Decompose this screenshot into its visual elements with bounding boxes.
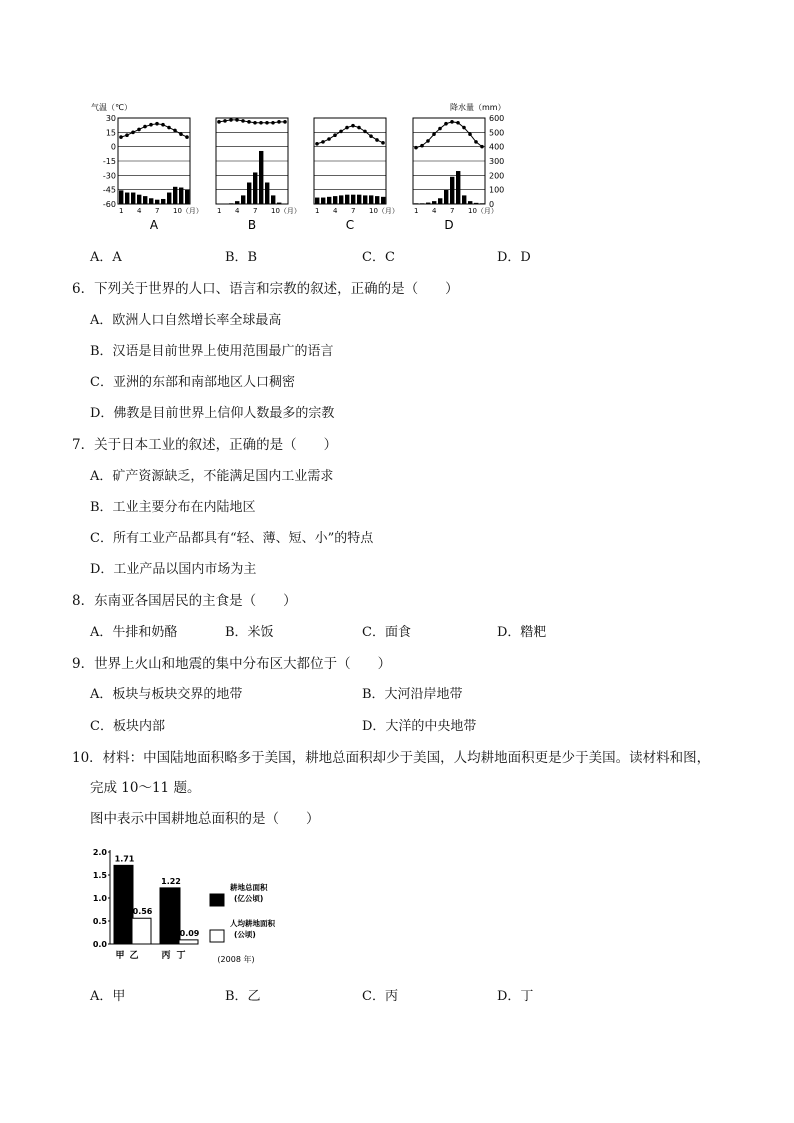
temperature-point — [426, 139, 430, 143]
precip-bar — [265, 183, 269, 205]
q6-option-b[interactable]: B．汉语是目前世界上使用范围最广的语言 — [90, 344, 334, 359]
precip-bar — [381, 197, 385, 204]
bar-chart-legend — [210, 882, 275, 942]
legend-swatch — [210, 894, 224, 906]
temperature-point — [223, 119, 227, 123]
q7-option-b[interactable]: B．工业主要分布在内陆地区 — [90, 500, 256, 515]
q7-option-c[interactable]: C．所有工业产品都具有“轻、薄、短、小”的特点 — [90, 531, 374, 546]
temperature-point — [375, 138, 379, 142]
temperature-point — [247, 120, 251, 124]
legend-unit: (公顷) — [234, 930, 256, 939]
month-tick-label: 1 — [315, 207, 320, 215]
precip-bar — [438, 198, 442, 204]
temperature-point — [283, 120, 287, 124]
precip-bar — [259, 151, 263, 204]
temperature-point — [414, 146, 418, 150]
precip-tick-label: 600 — [489, 114, 505, 123]
q9-option-c[interactable]: C．板块内部 — [90, 719, 165, 734]
temperature-point — [179, 132, 183, 136]
q7-stem: 7．关于日本工业的叙述，正确的是（ ） — [72, 437, 338, 453]
temperature-line — [219, 120, 285, 123]
precip-bar — [315, 198, 319, 204]
temperature-line — [121, 124, 187, 137]
precip-bar — [345, 195, 349, 204]
precip-bar — [167, 193, 171, 204]
climate-panel-a — [118, 118, 203, 232]
temp-tick-label: -30 — [102, 171, 116, 181]
temperature-point — [450, 120, 454, 124]
precip-bar — [149, 198, 153, 204]
precip-bar — [179, 188, 183, 204]
q6-option-c[interactable]: C．亚洲的东部和南部地区人口稠密 — [90, 375, 295, 390]
temperature-point — [438, 127, 442, 131]
month-tick-label: 4 — [333, 207, 338, 215]
temperature-point — [456, 121, 460, 125]
temperature-point — [259, 121, 263, 125]
precip-bar — [253, 172, 257, 204]
q7-option-a[interactable]: A．矿产资源缺乏，不能满足国内工业需求 — [90, 469, 334, 484]
precip-bar — [462, 195, 466, 204]
temperature-point — [155, 122, 159, 126]
temperature-point — [119, 135, 123, 139]
q7-option-d[interactable]: D．工业产品以国内市场为主 — [90, 562, 257, 577]
precip-bar — [468, 201, 472, 204]
month-tick-label: 4 — [432, 207, 437, 215]
precip-tick-label: 500 — [489, 128, 505, 138]
q5-option-c[interactable]: C．C — [362, 250, 395, 265]
precip-bar — [277, 203, 281, 204]
y-tick-label: 0.0 — [92, 940, 107, 949]
temperature-point — [265, 121, 269, 125]
y-tick-label: 1.0 — [92, 894, 107, 903]
precip-bar — [357, 195, 361, 204]
q9-option-d[interactable]: D．大洋的中央地带 — [362, 719, 477, 734]
temperature-point — [339, 130, 343, 134]
month-tick-label: 10（月） — [369, 207, 399, 215]
temperature-point — [277, 120, 281, 124]
temperature-point — [315, 142, 319, 146]
precip-bar — [143, 196, 147, 204]
precip-bar — [321, 198, 325, 204]
q10-option-c[interactable]: C．丙 — [362, 989, 398, 1004]
temperature-point — [363, 130, 367, 134]
precip-bar — [131, 193, 135, 204]
panel-label: C — [345, 218, 355, 232]
bar-category-label: 乙 — [129, 951, 139, 961]
q6-option-a[interactable]: A．欧洲人口自然增长率全球最高 — [90, 313, 282, 328]
precip-bar — [375, 196, 379, 204]
precip-bar — [369, 195, 373, 204]
precip-bar — [426, 203, 430, 204]
bar-category-label: 甲 — [115, 951, 125, 961]
temperature-point — [173, 129, 177, 133]
panel-label: B — [247, 218, 257, 232]
temperature-point — [241, 119, 245, 123]
precip-bar — [474, 203, 478, 204]
q5-option-b[interactable]: B．B — [225, 250, 258, 265]
precip-bar — [235, 201, 239, 204]
precip-bar — [480, 203, 484, 204]
precip-bar — [271, 195, 275, 204]
temperature-point — [381, 141, 385, 145]
bar-chart-note: (2008 年) — [217, 955, 255, 964]
temperature-point — [474, 140, 478, 144]
q6-option-d[interactable]: D．佛教是目前世界上信仰人数最多的宗教 — [90, 406, 335, 421]
precip-bar — [420, 203, 424, 204]
y-tick-label: 1.5 — [92, 871, 107, 880]
bar-丙 — [160, 888, 180, 944]
legend-unit: (亿公顷) — [234, 894, 264, 903]
temperature-ticks — [103, 114, 116, 209]
climate-panel-d — [413, 118, 498, 232]
farmland-bar-chart — [88, 842, 298, 970]
temperature-line — [317, 126, 383, 144]
precip-bar — [119, 190, 123, 204]
q8-option-a[interactable]: A．牛排和奶酪 — [90, 625, 178, 640]
temperature-point — [468, 132, 472, 136]
temperature-axis-label: 气温（℃） — [91, 103, 132, 112]
temperature-point — [480, 145, 484, 149]
precip-bar — [327, 197, 331, 204]
y-tick-label: 2.0 — [92, 848, 107, 857]
precip-bar — [351, 195, 355, 204]
month-tick-label: 7 — [450, 207, 455, 215]
bar-甲 — [114, 865, 133, 944]
temperature-point — [369, 134, 373, 138]
bar-data-label: 0.56 — [132, 907, 153, 917]
precipitation-ticks — [489, 114, 504, 209]
temperature-point — [229, 118, 233, 122]
temperature-point — [351, 124, 355, 128]
temperature-point — [235, 118, 239, 122]
temperature-point — [333, 133, 337, 137]
temp-tick-label: -15 — [102, 157, 116, 166]
legend-swatch — [210, 930, 224, 942]
temperature-point — [444, 122, 448, 126]
bar-category-label: 丙 — [161, 951, 171, 961]
temperature-point — [161, 123, 165, 127]
bar-chart-y-ticks — [93, 848, 110, 949]
month-tick-label: 7 — [253, 207, 258, 215]
precip-bar — [229, 203, 233, 204]
precip-tick-label: 200 — [489, 171, 505, 181]
temperature-point — [345, 126, 349, 130]
month-tick-label: 10（月） — [173, 207, 203, 215]
temperature-point — [321, 140, 325, 144]
q9-option-b[interactable]: B．大河沿岸地带 — [362, 687, 463, 702]
temperature-point — [253, 121, 257, 125]
temperature-point — [137, 128, 141, 132]
q10-stem-line2: 完成 10～11 题。 — [90, 780, 201, 796]
bar-category-label: 丁 — [176, 951, 186, 961]
temperature-point — [185, 135, 189, 139]
q10-sub-stem: 图中表示中国耕地总面积的是（ ） — [90, 811, 320, 827]
temperature-point — [420, 144, 424, 148]
precip-tick-label: 300 — [489, 157, 505, 166]
q8-option-b[interactable]: B．米饭 — [225, 625, 274, 640]
q9-stem: 9．世界上火山和地震的集中分布区大都位于（ ） — [72, 656, 392, 672]
q8-option-d[interactable]: D．糌粑 — [497, 625, 547, 640]
month-tick-label: 7 — [155, 207, 160, 215]
q10-option-a[interactable]: A．甲 — [90, 989, 126, 1004]
bar-data-label: 0.09 — [179, 928, 200, 938]
precip-bar — [185, 190, 189, 204]
temperature-point — [271, 121, 275, 125]
q10-option-d[interactable]: D．丁 — [497, 989, 534, 1004]
precip-bar — [456, 171, 460, 204]
month-tick-label: 1 — [217, 207, 222, 215]
precip-bar — [444, 190, 448, 204]
temperature-point — [357, 126, 361, 130]
bar-data-label: 1.22 — [161, 876, 181, 886]
month-tick-label: 10（月） — [271, 207, 301, 215]
q6-stem: 6．下列关于世界的人口、语言和宗教的叙述，正确的是（ ） — [72, 281, 459, 297]
precip-bar — [414, 203, 418, 204]
temperature-point — [432, 132, 436, 136]
precip-bar — [339, 195, 343, 204]
precip-tick-label: 0 — [489, 200, 495, 209]
temperature-line — [416, 122, 482, 148]
precip-tick-label: 100 — [489, 185, 505, 195]
q10-option-b[interactable]: B．乙 — [225, 989, 261, 1004]
month-tick-label: 4 — [235, 207, 240, 215]
temperature-point — [217, 120, 221, 124]
panel-label: D — [444, 218, 454, 232]
q10-stem-line1: 10．材料：中国陆地面积略多于美国，耕地总面积却少于美国，人均耕地面积更是少于美国。读材料和图， — [72, 750, 711, 766]
bar-丁 — [179, 940, 198, 944]
temperature-point — [143, 125, 147, 129]
climate-panel-b — [216, 118, 301, 232]
temp-tick-label: 0 — [110, 142, 116, 152]
temperature-point — [149, 123, 153, 127]
q5-option-d[interactable]: D．D — [497, 250, 531, 265]
precip-bar — [432, 201, 436, 204]
precip-bar — [363, 195, 367, 204]
climate-panel-c — [314, 118, 399, 232]
month-tick-label: 1 — [414, 207, 419, 215]
y-tick-label: 0.5 — [92, 917, 107, 926]
month-tick-label: 10（月） — [468, 207, 498, 215]
q5-option-a[interactable]: A．A — [90, 250, 122, 265]
precip-bar — [333, 196, 337, 204]
climate-panels — [118, 118, 498, 232]
temperature-point — [131, 131, 135, 135]
precipitation-axis-label: 降水量（mm） — [450, 103, 506, 112]
precip-bar — [155, 200, 159, 204]
q9-option-a[interactable]: A．板块与板块交界的地带 — [90, 687, 243, 702]
legend-label: 人均耕地面积 — [230, 919, 275, 928]
month-tick-label: 7 — [351, 207, 356, 215]
precip-bar — [137, 195, 141, 204]
temp-tick-label: -60 — [102, 200, 116, 209]
precip-bar — [125, 193, 129, 204]
temp-tick-label: 15 — [105, 128, 116, 138]
bar-chart-categories — [115, 949, 185, 961]
panel-label: A — [149, 218, 159, 232]
temperature-point — [167, 126, 171, 130]
precip-bar — [450, 177, 454, 204]
precip-bar — [241, 195, 245, 204]
legend-label: 耕地总面积 — [230, 883, 268, 892]
precip-tick-label: 400 — [489, 142, 505, 152]
month-tick-label: 4 — [137, 207, 142, 215]
temperature-point — [327, 137, 331, 141]
precip-bar — [247, 183, 251, 205]
climate-charts-figure — [88, 98, 528, 236]
temp-tick-label: -45 — [102, 185, 116, 195]
temperature-point — [462, 126, 466, 130]
temperature-point — [125, 133, 129, 137]
precip-bar — [161, 199, 165, 204]
bar-乙 — [132, 918, 151, 944]
q8-option-c[interactable]: C．面食 — [362, 625, 411, 640]
month-tick-label: 1 — [119, 207, 124, 215]
bar-data-label: 1.71 — [114, 854, 135, 864]
temp-tick-label: 30 — [105, 114, 116, 123]
precip-bar — [173, 187, 177, 204]
q8-stem: 8．东南亚各国居民的主食是（ ） — [72, 593, 297, 609]
